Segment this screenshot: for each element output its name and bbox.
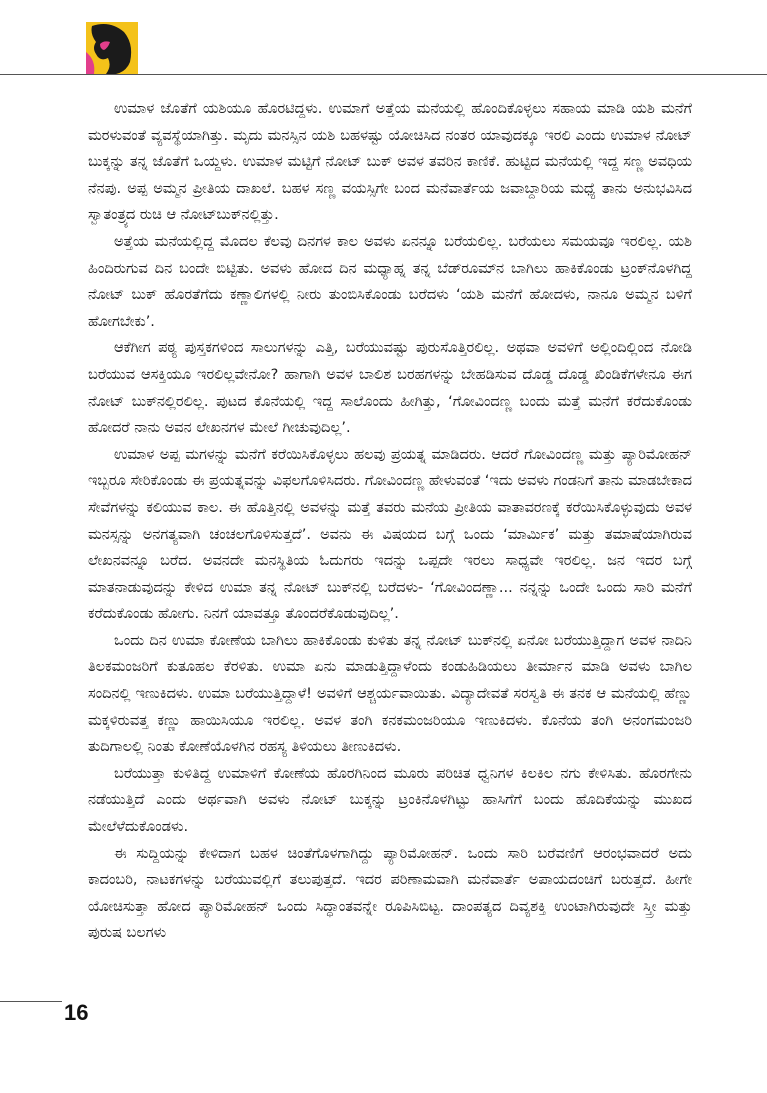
paragraph: ಆಕೆಗೀಗ ಪಠ್ಯ ಪುಸ್ತಕಗಳಿಂದ ಸಾಲುಗಳನ್ನು ಎತ್ತಿ, ಬರೆಯುವಷ್ಟು ಪುರುಸೊತ್ತಿರಲಿಲ್ಲ. ಅಥವಾ ಅವಳಿಗೆ ಅಲ್ಲಿಂದಿಲ್ಲಿಂದ ನೋಡಿ ಬರೆಯುವ ಆಸಕ್ತಿಯೂ ಇರಲಿಲ್ಲವೇನೋ? ಹಾಗಾಗಿ ಅವಳ ಬಾಲಿಶ ಬರಹಗಳನ್ನು ಬೇಹಡಿಸುವ ದೊಡ್ಡ ದೊಡ್ಡ ಖಿಂಡಿಕೆಗಳೇನೂ ಈಗ ನೋಟ್ ಬುಕ್‍ನಲ್ಲಿರಲಿಲ್ಲ. ಪುಟದ ಕೊನೆಯಲ್ಲಿ ಇದ್ದ ಸಾಲೊಂದು ಹೀಗಿತ್ತು, ‘ಗೋವಿಂದಣ್ಣ ಬಂದು ಮತ್ತೆ ಮನೆಗೆ ಕರೆದುಕೊಂಡು ಹೋದರೆ ನಾನು ಅವನ ಲೇಖನಗಳ ಮೇಲೆ ಗೀಚುವುದಿಲ್ಲ’. bbox=[88, 340, 692, 437]
paragraph: ಅತ್ತೆಯ ಮನೆಯಲ್ಲಿದ್ದ ಮೊದಲ ಕೆಲವು ದಿನಗಳ ಕಾಲ ಅವಳು ಏನನ್ನೂ ಬರೆಯಲಿಲ್ಲ. ಬರೆಯಲು ಸಮಯವೂ ಇರಲಿಲ್ಲ. ಯಶಿ ಹಿಂದಿರುಗುವ ದಿನ ಬಂದೇ ಬಿಟ್ಟಿತು. ಅವಳು ಹೋದ ದಿನ ಮಧ್ಯಾಹ್ನ ತನ್ನ ಬೆಡ್‍ರೂಮ್‍ನ ಬಾಗಿಲು ಹಾಕಿಕೊಂಡು ಟ್ರಂಕ್‍ನೊಳಗಿದ್ದ ನೋಟ್ ಬುಕ್ ಹೊರತೆಗೆದು ಕಣ್ಣಾಲಿಗಳಲ್ಲಿ ನೀರು ತುಂಬಿಸಿಕೊಂಡು ಬರೆದಳು ‘ಯಶಿ ಮನೆಗೆ ಹೋದಳು, ನಾನೂ ಅಮ್ಮನ ಬಳಿಗೆ ಹೋಗಬೇಕು’. bbox=[88, 233, 692, 330]
paragraph: ಉಮಾಳ ಜೊತೆಗೆ ಯಶಿಯೂ ಹೊರಟಿದ್ದಳು. ಉಮಾಗೆ ಅತ್ತೆಯ ಮನೆಯಲ್ಲಿ ಹೊಂದಿಕೊಳ್ಳಲು ಸಹಾಯ ಮಾಡಿ ಯಶಿ ಮನೆಗೆ ಮರಳುವಂತೆ ವ್ಯವಸ್ಥೆಯಾಗಿತ್ತು. ಮೃದು ಮನಸ್ಸಿನ ಯಶಿ ಬಹಳಷ್ಟು ಯೋಚಿಸಿದ ನಂತರ ಯಾವುದಕ್ಕೂ ಇರಲಿ ಎಂದು ಉಮಾಳ ನೋಟ್ ಬುಕ್ಕನ್ನು ತನ್ನ ಜೊತೆಗೆ ಒಯ್ದಳು. ಉಮಾಳ ಮಟ್ಟಿಗೆ ನೋಟ್ ಬುಕ್ ಅವಳ ತವರಿನ ಕಾಣಿಕೆ. ಹುಟ್ಟಿದ ಮನೆಯಲ್ಲಿ ಇದ್ದ ಸಣ್ಣ ಅವಧಿಯ ನೆನಪು. ಅಪ್ಪ ಅಮ್ಮನ ಪ್ರೀತಿಯ ದಾಖಲೆ. ಬಹಳ ಸಣ್ಣ ವಯಸ್ಸಿಗೇ ಬಂದ ಮನೆವಾರ್ತೆಯ ಜವಾಬ್ದಾರಿಯ ಮಧ್ಯೆ ತಾನು ಅನುಭವಿಸಿದ ಸ್ವಾತಂತ್ರ್ಯದ ರುಚಿ ಆ ನೋಟ್‍ಬುಕ್‍ನಲ್ಲಿತ್ತು. bbox=[88, 101, 692, 224]
paragraph: ಬರೆಯುತ್ತಾ ಕುಳಿತಿದ್ದ ಉಮಾಳಿಗೆ ಕೋಣೆಯ ಹೊರಗಿನಿಂದ ಮೂರು ಪರಿಚಿತ ಧ್ವನಿಗಳ ಕಿಲಕಿಲ ನಗು ಕೇಳಿಸಿತು. ಹೊರಗೇನು ನಡೆಯುತ್ತಿದೆ ಎಂದು ಅರ್ಥವಾಗಿ ಅವಳು ನೋಟ್ ಬುಕ್ಕನ್ನು ಟ್ರಂಕಿನೊಳಗಿಟ್ಟು ಹಾಸಿಗೆಗೆ ಬಂದು ಹೊದಿಕೆಯನ್ನು ಮುಖದ ಮೇಲೆಳೆದುಕೊಂಡಳು. bbox=[88, 765, 692, 836]
header-rule bbox=[0, 74, 767, 75]
article-body bbox=[88, 96, 692, 947]
woman-profile-logo-icon bbox=[86, 22, 138, 74]
paragraph: ಒಂದು ದಿನ ಉಮಾ ಕೋಣೆಯ ಬಾಗಿಲು ಹಾಕಿಕೊಂಡು ಕುಳಿತು ತನ್ನ ನೋಟ್ ಬುಕ್‍ನಲ್ಲಿ ಏನೋ ಬರೆಯುತ್ತಿದ್ದಾಗ ಅವಳ ನಾದಿನಿ ತಿಲಕಮಂಜರಿಗೆ ಕುತೂಹಲ ಕೆರಳಿತು. ಉಮಾ ಏನು ಮಾಡುತ್ತಿದ್ದಾಳೆಂದು ಕಂಡುಹಿಡಿಯಲು ತೀರ್ಮಾನ ಮಾಡಿ ಅವಳು ಬಾಗಿಲ ಸಂದಿನಲ್ಲಿ ಇಣುಕಿದಳು. ಉಮಾ ಬರೆಯುತ್ತಿದ್ದಾಳೆ! ಅವಳಿಗೆ ಆಶ್ಚರ್ಯವಾಯಿತು. ವಿದ್ಯಾದೇವತೆ ಸರಸ್ವತಿ ಈ ತನಕ ಆ ಮನೆಯಲ್ಲಿ ಹೆಣ್ಣು ಮಕ್ಕಳಿರುವತ್ತ ಕಣ್ಣು ಹಾಯಿಸಿಯೂ ಇರಲಿಲ್ಲ. ಅವಳ ತಂಗಿ ಕನಕಮಂಜರಿಯೂ ಇಣುಕಿದಳು. ಕೊನೆಯ ತಂಗಿ ಅನಂಗಮಂಜರಿ ತುದಿಗಾಲಲ್ಲಿ ನಿಂತು ಕೋಣೆಯೊಳಗಿನ ರಹಸ್ಯ ತಿಳಿಯಲು ತೀಣುಕಿದಳು. bbox=[88, 632, 692, 756]
footer-rule bbox=[0, 1001, 62, 1002]
paragraph: ಉಮಾಳ ಅಪ್ಪ ಮಗಳನ್ನು ಮನೆಗೆ ಕರೆಯಿಸಿಕೊಳ್ಳಲು ಹಲವು ಪ್ರಯತ್ನ ಮಾಡಿದರು. ಆದರೆ ಗೋವಿಂದಣ್ಣ ಮತ್ತು ಪ್ಯಾರಿಮೋಹನ್ ಇಬ್ಬರೂ ಸೇರಿಕೊಂಡು ಈ ಪ್ರಯತ್ನವನ್ನು ವಿಫಲಗೊಳಿಸಿದರು. ಗೋವಿಂದಣ್ಣ ಹೇಳುವಂತೆ ‘ಇದು ಅವಳು ಗಂಡನಿಗೆ ತಾನು ಮಾಡಬೇಕಾದ ಸೇವೆಗಳನ್ನು ಕಲಿಯುವ ಕಾಲ. ಈ ಹೊತ್ತಿನಲ್ಲಿ ಅವಳನ್ನು ಮತ್ತೆ ತವರು ಮನೆಯ ಪ್ರೀತಿಯ ವಾತಾವರಣಕ್ಕೆ ಕರೆಯಿಸಿಕೊಳ್ಳುವುದು ಅವಳ ಮನಸ್ಸನ್ನು ಅನಗತ್ಯವಾಗಿ ಚಂಚಲಗೊಳಿಸುತ್ತದೆ’. ಅವನು ಈ ವಿಷಯದ ಬಗ್ಗೆ ಒಂದು ‘ಮಾರ್ಮಿಕ’ ಮತ್ತು ತಮಾಷೆಯಾಗಿರುವ ಲೇಖನವನ್ನೂ ಬರೆದ. ಅವನದೇ ಮನಸ್ಥಿತಿಯ ಓದುಗರು ಇದನ್ನು ಒಪ್ಪದೇ ಇರಲು ಸಾಧ್ಯವೇ ಇರಲಿಲ್ಲ. ಜನ ಇದರ ಬಗ್ಗೆ ಮಾತನಾಡುವುದನ್ನು ಕೇಳಿದ ಉಮಾ ತನ್ನ ನೋಟ್ ಬುಕ್‍ನಲ್ಲಿ ಬರೆದಳು- ‘ಗೋವಿಂದಣ್ಣಾ... ನನ್ನನ್ನು ಒಂದೇ ಒಂದು ಸಾರಿ ಮನೆಗೆ ಕರೆದುಕೊಂಡು ಹೋಗು. ನಿನಗೆ ಯಾವತ್ತೂ ತೊಂದರೆಕೊಡುವುದಿಲ್ಲ’. bbox=[88, 446, 692, 623]
paragraph: ಈ ಸುದ್ದಿಯನ್ನು ಕೇಳಿದಾಗ ಬಹಳ ಚಿಂತೆಗೊಳಗಾಗಿದ್ದು ಪ್ಯಾರಿಮೋಹನ್. ಒಂದು ಸಾರಿ ಬರೆವಣಿಗೆ ಆರಂಭವಾದರೆ ಅದು ಕಾದಂಬರಿ, ನಾಟಕಗಳನ್ನು ಬರೆಯುವಲ್ಲಿಗೆ ತಲುಪುತ್ತದೆ. ಇದರ ಪರಿಣಾಮವಾಗಿ ಮನೆವಾರ್ತೆ ಅಪಾಯದಂಚಿಗೆ ಬರುತ್ತದೆ. ಹೀಗೇ ಯೋಚಿಸುತ್ತಾ ಹೋದ ಪ್ಯಾರಿಮೋಹನ್ ಒಂದು ಸಿದ್ಧಾಂತವನ್ನೇ ರೂಪಿಸಿಬಿಟ್ಟ. ದಾಂಪತ್ಯದ ದಿವ್ಯಶಕ್ತಿ ಉಂಟಾಗಿರುವುದೇ ಸ್ತ್ರೀ ಮತ್ತು ಪುರುಷ ಬಲಗಳು bbox=[88, 845, 692, 942]
page-number: 16 bbox=[64, 1000, 89, 1025]
